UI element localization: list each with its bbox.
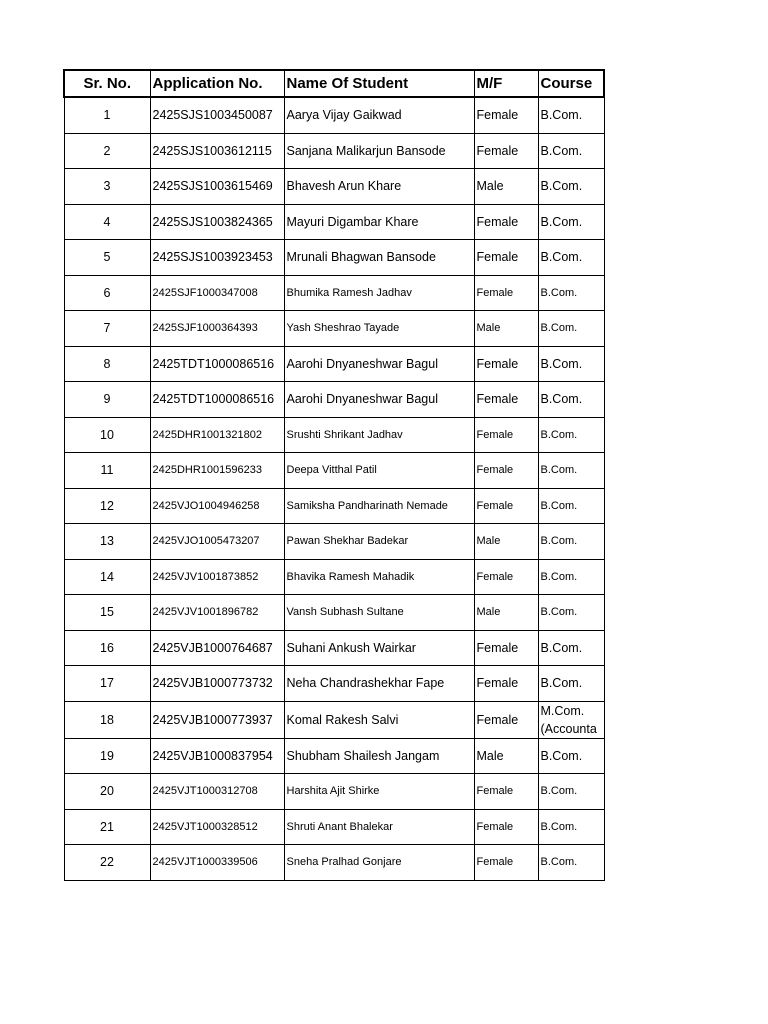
cell-course: M.Com. (Accounta	[538, 701, 604, 738]
cell-course: B.Com.	[538, 382, 604, 418]
cell-student-name: Shubham Shailesh Jangam	[284, 738, 474, 774]
table-row	[64, 738, 604, 774]
cell-course: B.Com.	[538, 417, 604, 453]
cell-gender: Female	[474, 133, 538, 169]
table-row	[64, 774, 604, 810]
table-row	[64, 382, 604, 418]
cell-student-name: Yash Sheshrao Tayade	[284, 311, 474, 347]
table-row	[64, 666, 604, 702]
cell-student-name: Srushti Shrikant Jadhav	[284, 417, 474, 453]
table-row	[64, 275, 604, 311]
header-gender: M/F	[474, 70, 538, 97]
table-row	[64, 559, 604, 595]
cell-sr-no: 20	[64, 774, 150, 810]
cell-student-name: Bhavika Ramesh Mahadik	[284, 559, 474, 595]
cell-gender: Female	[474, 701, 538, 738]
cell-sr-no: 14	[64, 559, 150, 595]
cell-course: B.Com.	[538, 524, 604, 560]
cell-gender: Female	[474, 275, 538, 311]
cell-application-no: 2425VJB1000764687	[150, 630, 284, 666]
cell-course: B.Com.	[538, 169, 604, 205]
cell-sr-no: 5	[64, 240, 150, 276]
cell-gender: Female	[474, 630, 538, 666]
cell-sr-no: 21	[64, 809, 150, 845]
cell-gender: Female	[474, 666, 538, 702]
cell-student-name: Bhumika Ramesh Jadhav	[284, 275, 474, 311]
cell-application-no: 2425VJO1004946258	[150, 488, 284, 524]
cell-gender: Female	[474, 97, 538, 133]
cell-sr-no: 18	[64, 701, 150, 738]
cell-application-no: 2425SJS1003612115	[150, 133, 284, 169]
cell-course: B.Com.	[538, 453, 604, 489]
cell-sr-no: 7	[64, 311, 150, 347]
cell-gender: Male	[474, 738, 538, 774]
cell-gender: Female	[474, 346, 538, 382]
header-row	[64, 70, 604, 97]
cell-student-name: Aarya Vijay Gaikwad	[284, 97, 474, 133]
cell-sr-no: 4	[64, 204, 150, 240]
cell-application-no: 2425DHR1001596233	[150, 453, 284, 489]
table-row	[64, 311, 604, 347]
cell-gender: Female	[474, 240, 538, 276]
header-course: Course	[538, 70, 604, 97]
cell-application-no: 2425SJF1000347008	[150, 275, 284, 311]
cell-application-no: 2425VJB1000773937	[150, 701, 284, 738]
table-row	[64, 204, 604, 240]
cell-gender: Female	[474, 488, 538, 524]
cell-application-no: 2425SJS1003824365	[150, 204, 284, 240]
cell-student-name: Mrunali Bhagwan Bansode	[284, 240, 474, 276]
cell-application-no: 2425DHR1001321802	[150, 417, 284, 453]
cell-gender: Female	[474, 204, 538, 240]
header-name-of-student: Name Of Student	[284, 70, 474, 97]
cell-application-no: 2425VJB1000773732	[150, 666, 284, 702]
table-row	[64, 169, 604, 205]
cell-application-no: 2425TDT1000086516	[150, 346, 284, 382]
cell-gender: Male	[474, 169, 538, 205]
cell-sr-no: 13	[64, 524, 150, 560]
cell-course: B.Com.	[538, 559, 604, 595]
cell-student-name: Samiksha Pandharinath Nemade	[284, 488, 474, 524]
cell-course: B.Com.	[538, 845, 604, 881]
table-row	[64, 595, 604, 631]
cell-student-name: Neha Chandrashekhar Fape	[284, 666, 474, 702]
cell-student-name: Aarohi Dnyaneshwar Bagul	[284, 346, 474, 382]
cell-sr-no: 9	[64, 382, 150, 418]
cell-application-no: 2425VJO1005473207	[150, 524, 284, 560]
table-row	[64, 133, 604, 169]
cell-sr-no: 11	[64, 453, 150, 489]
cell-gender: Female	[474, 809, 538, 845]
cell-course: B.Com.	[538, 738, 604, 774]
cell-application-no: 2425VJT1000312708	[150, 774, 284, 810]
cell-course: B.Com.	[538, 630, 604, 666]
cell-gender: Female	[474, 417, 538, 453]
cell-course: B.Com.	[538, 97, 604, 133]
cell-sr-no: 22	[64, 845, 150, 881]
cell-application-no: 2425TDT1000086516	[150, 382, 284, 418]
cell-student-name: Shruti Anant Bhalekar	[284, 809, 474, 845]
table-row	[64, 417, 604, 453]
cell-student-name: Harshita Ajit Shirke	[284, 774, 474, 810]
table-row	[64, 488, 604, 524]
cell-course: B.Com.	[538, 275, 604, 311]
table-row	[64, 453, 604, 489]
cell-application-no: 2425SJS1003615469	[150, 169, 284, 205]
cell-student-name: Sneha Pralhad Gonjare	[284, 845, 474, 881]
table-row	[64, 240, 604, 276]
table-body	[64, 97, 604, 880]
cell-student-name: Bhavesh Arun Khare	[284, 169, 474, 205]
cell-course: B.Com.	[538, 204, 604, 240]
cell-student-name: Deepa Vitthal Patil	[284, 453, 474, 489]
cell-sr-no: 3	[64, 169, 150, 205]
cell-sr-no: 16	[64, 630, 150, 666]
cell-sr-no: 8	[64, 346, 150, 382]
cell-course: B.Com.	[538, 774, 604, 810]
cell-course: B.Com.	[538, 240, 604, 276]
table-row	[64, 701, 604, 738]
cell-gender: Female	[474, 559, 538, 595]
cell-course: B.Com.	[538, 488, 604, 524]
cell-student-name: Aarohi Dnyaneshwar Bagul	[284, 382, 474, 418]
cell-application-no: 2425SJS1003450087	[150, 97, 284, 133]
table-row	[64, 524, 604, 560]
student-table	[63, 69, 605, 881]
cell-sr-no: 2	[64, 133, 150, 169]
table-row	[64, 845, 604, 881]
cell-gender: Female	[474, 382, 538, 418]
cell-sr-no: 1	[64, 97, 150, 133]
table-row	[64, 809, 604, 845]
table-row	[64, 97, 604, 133]
cell-application-no: 2425VJT1000339506	[150, 845, 284, 881]
cell-course: B.Com.	[538, 311, 604, 347]
cell-gender: Male	[474, 311, 538, 347]
table-header	[64, 70, 604, 97]
cell-gender: Female	[474, 845, 538, 881]
cell-application-no: 2425VJV1001873852	[150, 559, 284, 595]
table-row	[64, 630, 604, 666]
cell-application-no: 2425VJB1000837954	[150, 738, 284, 774]
cell-sr-no: 17	[64, 666, 150, 702]
cell-course: B.Com.	[538, 133, 604, 169]
cell-course: B.Com.	[538, 595, 604, 631]
cell-student-name: Komal Rakesh Salvi	[284, 701, 474, 738]
header-sr-no: Sr. No.	[64, 70, 150, 97]
cell-student-name: Pawan Shekhar Badekar	[284, 524, 474, 560]
cell-course: B.Com.	[538, 809, 604, 845]
cell-gender: Male	[474, 524, 538, 560]
cell-sr-no: 15	[64, 595, 150, 631]
table-row	[64, 346, 604, 382]
cell-student-name: Vansh Subhash Sultane	[284, 595, 474, 631]
cell-sr-no: 10	[64, 417, 150, 453]
cell-sr-no: 19	[64, 738, 150, 774]
cell-sr-no: 12	[64, 488, 150, 524]
cell-gender: Female	[474, 774, 538, 810]
cell-student-name: Sanjana Malikarjun Bansode	[284, 133, 474, 169]
cell-application-no: 2425SJF1000364393	[150, 311, 284, 347]
cell-course: B.Com.	[538, 346, 604, 382]
cell-sr-no: 6	[64, 275, 150, 311]
cell-application-no: 2425SJS1003923453	[150, 240, 284, 276]
cell-application-no: 2425VJT1000328512	[150, 809, 284, 845]
header-application-no: Application No.	[150, 70, 284, 97]
cell-student-name: Mayuri Digambar Khare	[284, 204, 474, 240]
cell-course: B.Com.	[538, 666, 604, 702]
cell-student-name: Suhani Ankush Wairkar	[284, 630, 474, 666]
cell-gender: Female	[474, 453, 538, 489]
cell-gender: Male	[474, 595, 538, 631]
cell-application-no: 2425VJV1001896782	[150, 595, 284, 631]
